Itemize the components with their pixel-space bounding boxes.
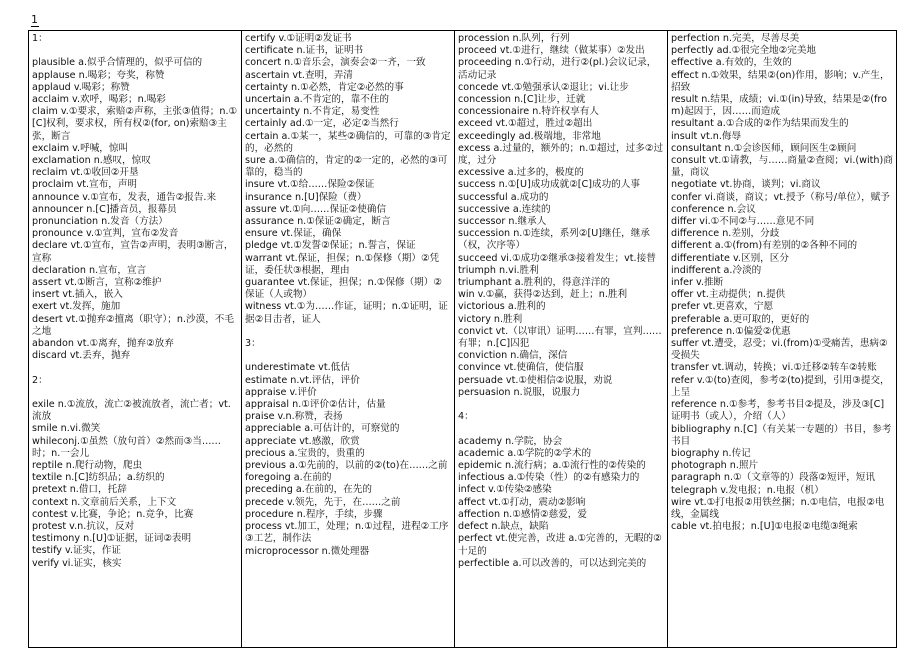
vocab-entry: prefer vt.更喜欢，宁愿 [671, 301, 774, 313]
vocab-entry: testimony n.[U]①证据，证词②表明 [32, 533, 192, 545]
vocab-entry: underestimate vt.低估 [245, 362, 350, 374]
vocab-entry: academic a.①学院的②学术的 [458, 447, 592, 459]
vocab-entry: pronunciation n.发音（方法） [32, 216, 168, 228]
vocab-entry: sure a.①确信的，肯定的②一定的，必然的③可靠的，稳当的 [245, 155, 448, 179]
vocab-entry: defect n.缺点，缺陷 [458, 521, 549, 533]
vocab-entry: context n.文章前后关系，上下文 [32, 496, 177, 508]
vocab-entry: desert vt.①抛弃②擅离（职守）；n.沙漠，不毛之地 [32, 313, 234, 337]
vocab-entry: persuade vt.①使相信②说服，劝说 [458, 374, 613, 386]
section-number: 1： [32, 33, 48, 44]
vocab-entry: result n.结果，成绩；vi.①(in)导致，结果是②(from)起因于，因……而造成 [671, 94, 887, 118]
vocab-entry: infectious a.①传染（性）的②有感染力的 [458, 472, 640, 484]
vocab-entry: perfectible a.可以改善的，可以达到完美的 [458, 557, 647, 569]
vocab-entry: epidemic n.流行病；a.①流行性的②传染的 [458, 460, 646, 472]
vocab-entry: conviction n.确信，深信 [458, 350, 568, 362]
vocab-entry: concede vt.①勉强承认②退让；vi.让步 [458, 81, 629, 93]
vocab-entry: declare vt.①宣布，宣告②声明，表明③断言，宣称 [32, 240, 234, 264]
vocab-entry: smile n.vi.微笑 [32, 423, 101, 435]
vocab-entry: assure vt.①向……保证②使确信 [245, 203, 387, 215]
vocab-entry: negotiate vt.协商，谈判；vi.商议 [671, 179, 821, 191]
vocab-entry: assurance n.①保证②确定，断言 [245, 216, 391, 228]
vocab-entry: biography n.传记 [671, 447, 751, 459]
vocab-entry: precious a.宝贵的，贵重的 [245, 447, 365, 459]
vocab-entry: preferable a.更可取的，更好的 [671, 313, 810, 325]
vocab-entry: praise v.n.称赞，表扬 [245, 411, 343, 423]
vocab-entry: offer vt.主动提供；n.提供 [671, 289, 786, 301]
vocab-entry: effective a.有效的，生效的 [671, 57, 792, 69]
vocab-entry: proceed vt.①进行，继续（做某事）②发出 [458, 45, 645, 57]
vocab-entry: infer v.推断 [671, 277, 724, 289]
vocab-entry: concert n.①音乐会，演奏会②一齐，一致 [245, 57, 426, 69]
vocab-entry: insure vt.①给……保险②保证 [245, 179, 375, 191]
vocab-entry: victory n.胜利 [458, 313, 523, 325]
vocab-entry: bibliography n.[C]（有关某一专题的）书目，参考书目 [671, 423, 892, 447]
vocab-entry: exceed vt.①超过，胜过②超出 [458, 118, 593, 130]
spacer [245, 350, 451, 362]
vocab-entry: foregoing a.在前的 [245, 472, 332, 484]
vocab-entry: excess a.过量的，额外的；n.①超过，过多②过度，过分 [458, 142, 664, 167]
vocab-entry: successful a.成功的 [458, 191, 549, 203]
vocab-entry: contest v.比赛，争论；n.竞争，比赛 [32, 508, 194, 520]
vocab-entry: pretext n.借口，托辞 [32, 484, 127, 496]
vocab-entry: uncertain a.不肯定的，靠不住的 [245, 94, 389, 106]
vocab-entry: perfection n.完美，尽善尽美 [671, 33, 800, 44]
section-number: 3： [245, 338, 261, 350]
vocab-entry: differ vi.①不同②与……意见不同 [671, 216, 815, 228]
vocab-entry: declaration n.宣布，宣言 [32, 264, 147, 276]
vocab-entry: microprocessor n.微处理器 [245, 545, 370, 557]
vocab-entry: whileconj.①虽然（放句首）②然而③当……时；n.一会儿 [32, 435, 222, 459]
vocab-entry: certainty n.①必然，肯定②必然的事 [245, 81, 404, 93]
vocab-entry: successor n.继承人 [458, 216, 547, 228]
vocab-entry: assert vt.①断言，宣称②维护 [32, 277, 162, 289]
vocab-entry: conference n.会议 [671, 203, 756, 215]
vocab-entry: precede v.领先，先于，在……之前 [245, 496, 401, 508]
vocab-entry: perfectly ad.①很完全地②完美地 [671, 45, 817, 57]
column-1 [29, 31, 242, 647]
vocab-entry: proclaim vt.宣布，声明 [32, 179, 138, 191]
vocab-entry: procedure n.程序，手续，步骤 [245, 508, 383, 520]
vocab-entry: guarantee vt.保证，担保；n.①保修（期）②保证（人或物） [245, 277, 442, 301]
vocab-entry: triumphant a.胜利的，得意洋洋的 [458, 277, 611, 289]
vocab-entry: verify vi.证实，核实 [32, 557, 122, 569]
vocab-entry: announcer n.[C]播音员，报幕员 [32, 203, 177, 215]
vocab-entry: applaud v.喝彩；称赞 [32, 81, 130, 93]
vocab-entry: affection n.①感情②慈爱，爱 [458, 508, 587, 520]
vocab-entry: telegraph v.发电报；n.电报（机） [671, 484, 824, 496]
vocab-entry: concession n.[C]让步，迁就 [458, 94, 586, 106]
vocab-entry: win v.①赢，获得②达到，赶上；n.胜利 [458, 289, 628, 301]
vocab-entry: reptile n.爬行动物，爬虫 [32, 460, 143, 472]
vocab-entry: process vt.加工，处理；n.①过程，进程②工序③工艺，制作法 [245, 521, 449, 545]
vocab-entry: certain a.①某一，某些②确信的，可靠的③肯定的，必然的 [245, 130, 451, 154]
vocab-entry: convict vt.（以审讯）证明……有罪，宣判……有罪；n.[C]囚犯 [458, 325, 662, 350]
vocab-entry: plausible a.似乎合情理的，似乎可信的 [32, 57, 203, 69]
vocab-entry: refer v.①(to)查阅，参考②(to)提到，引用③提交，上呈 [671, 374, 890, 398]
vocab-entry: appraise v.评价 [245, 386, 317, 398]
vocab-entry: protest v.n.抗议，反对 [32, 521, 135, 533]
vocab-entry: photograph n.照片 [671, 460, 759, 472]
vocab-entry: applause n.喝彩；夸奖，称赞 [32, 69, 165, 81]
vocab-entry: exile n.①流放，流亡②被流放者，流亡者；vt.流放 [32, 399, 231, 423]
vocab-entry: different a.①(from)有差别的②各种不同的 [671, 240, 858, 252]
vocab-entry: succeed vi.①成功②继承③接着发生；vt.接替 [458, 252, 656, 264]
vocab-entry: certificate n.证书，证明书 [245, 45, 364, 57]
vocab-entry: persuasion n.说服，说服力 [458, 386, 581, 398]
vocab-entry: reclaim vt.①收回②开垦 [32, 167, 139, 179]
vocab-entry: appreciable a.可估计的，可察觉的 [245, 423, 400, 435]
vocab-entry: estimate n.vt.评估，评价 [245, 374, 360, 386]
spacer [458, 423, 664, 435]
vocab-entry: ascertain vt.查明，弄清 [245, 69, 353, 81]
vocab-entry: pronounce v.①宣判，宣布②发音 [32, 228, 179, 240]
spacer [245, 326, 451, 338]
vocab-entry: exceedingly ad.极端地，非常地 [458, 130, 601, 142]
vocab-entry: academy n.学院，协会 [458, 435, 563, 447]
vocab-entry: consult vt.①请教，与……商量②查阅；vi.(with)商量，商议 [671, 155, 893, 179]
page-number-underline [31, 26, 39, 27]
column-3 [455, 31, 668, 647]
vocab-entry: witness vt.①为……作证，证明；n.①证明，证据②目击者，证人 [245, 301, 448, 325]
vocab-entry: insurance n.[U]保险（费） [245, 191, 367, 203]
vocab-entry: preference n.①偏爱②优惠 [671, 325, 791, 337]
vocab-entry: preceding a.在前的，在先的 [245, 484, 372, 496]
vocab-entry: infect v.①传染②感染 [458, 484, 552, 496]
vocab-entry: textile n.[C]纺织品；a.纺织的 [32, 472, 165, 484]
vocab-entry: indifferent a.冷淡的 [671, 264, 762, 276]
spacer [32, 362, 238, 374]
vocab-entry: appreciate vt.感激，欣赏 [245, 435, 360, 447]
vocab-entry: exclaim v.呼喊，惊叫 [32, 142, 129, 154]
spacer [32, 45, 238, 57]
vocab-entry: convince vt.使确信，使信服 [458, 362, 584, 374]
vocab-entry: uncertainty n.不肯定，易变性 [245, 106, 380, 118]
vocab-entry: affect vt.①打动，震动②影响 [458, 496, 586, 508]
vocab-entry: insert vt.插入，嵌入 [32, 289, 123, 301]
vocab-entry: certify v.①证明②发证书 [245, 33, 352, 44]
vocab-entry: perfect vt.使完善，改进 a.①完善的，无暇的②十足的 [458, 533, 662, 557]
vocab-entry: confer vi.商谈，商议；vt.授予（称号/单位），赋予 [671, 191, 890, 203]
column-4 [668, 31, 897, 647]
vocab-entry: resultant a.①合成的②作为结果而发生的 [671, 118, 849, 130]
vocab-entry: paragraph n.①（文章等的）段落②短评，短讯 [671, 472, 875, 484]
vocab-entry: abandon vt.①离弃，抛弃②放弃 [32, 338, 174, 350]
vocab-entry: discard vt.丢弃，抛弃 [32, 350, 131, 362]
vocab-entry: differentiate v.区别，区分 [671, 252, 789, 264]
vocab-entry: exert vt.发挥，施加 [32, 301, 121, 313]
spacer [458, 399, 664, 411]
section-number: 4： [458, 411, 474, 423]
vocab-entry: announce v.①宣布，发表，通告②报告.来 [32, 191, 217, 203]
vocab-entry: appraisal n.①评价②估计，估量 [245, 399, 386, 411]
vocab-entry: reference n.①参考，参考书目②提及，涉及③[C]证明书（或人），介绍（人） [671, 399, 885, 423]
vocab-entry: testify v.证实，作证 [32, 545, 121, 557]
vocab-entry: cable vt.拍电报；n.[U]①电报②电缆③绳索 [671, 521, 858, 533]
vocab-entry: transfer vt.调动，转换；vi.①迁移②转车②转账 [671, 362, 877, 374]
vocab-entry: previous a.①先前的，以前的②(to)在……之前 [245, 460, 448, 472]
vocab-entry: concessionaire n.特许权享有人 [458, 106, 599, 118]
vocab-entry: success n.①[U]成功成就②[C]成功的人事 [458, 179, 640, 191]
page-number: 1 [31, 13, 38, 26]
vocabulary-table [28, 30, 897, 648]
vocab-entry: difference n.差别，分歧 [671, 228, 780, 240]
vocab-entry: successive a.连续的 [458, 203, 551, 215]
vocab-entry: victorious a.胜利的 [458, 301, 546, 313]
vocab-entry: consultant n.①会诊医师，顾问医生②顾问 [671, 142, 857, 154]
vocab-entry: succession n.①连续，系列②[U]继任，继承（权，次序等） [458, 228, 650, 252]
vocab-entry: proceeding n.①行动，进行②(pl.)会议记录，活动记录 [458, 57, 657, 81]
vocab-entry: suffer vt.遭受，忍受；vi.(from)①受痛苦，患病②受损失 [671, 338, 888, 362]
section-number: 2： [32, 374, 48, 386]
vocab-entry: pledge vt.①发誓②保证；n.誓言，保证 [245, 240, 416, 252]
vocab-entry: procession n.队列，行列 [458, 33, 570, 44]
vocab-entry: effect n.①效果，结果②(on)作用，影响；v.产生，招致 [671, 69, 890, 93]
vocab-entry: warrant vt.保证，担保；n.①保修（期）②凭证，委任状③根据，理由 [245, 252, 440, 276]
vocab-entry: insult vt.n.侮辱 [671, 130, 742, 142]
vocab-entry: exclamation n.感叹，惊叹 [32, 155, 151, 167]
vocab-entry: acclaim v.欢呼，喝彩；n.喝彩 [32, 94, 166, 105]
vocab-entry: ensure vt.保证，确保 [245, 228, 342, 240]
column-2 [242, 31, 455, 647]
vocab-entry: wire vt.①打电报②用铁丝捆；n.①电信，电报②电线，金属线 [671, 496, 885, 520]
spacer [32, 387, 238, 399]
vocab-entry: claim v.①要求，索赔②声称，主张③值得；n.①[C]权利，要求权，所有权②(for, on)索赔③主张，断言 [32, 106, 238, 142]
vocab-entry: excessive a.过多的，极度的 [458, 167, 584, 179]
vocab-entry: certainly ad.①一定，必定②当然行 [245, 118, 399, 130]
vocab-entry: triumph n.vi.胜利 [458, 264, 539, 276]
